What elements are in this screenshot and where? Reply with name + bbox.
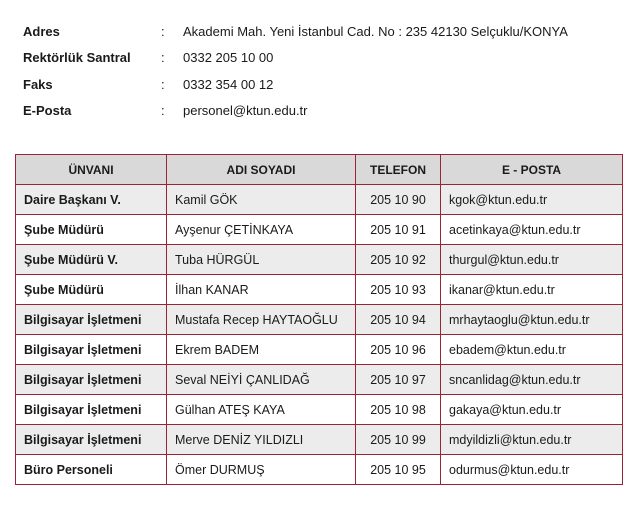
cell-phone: 205 10 98 (356, 395, 441, 425)
address-value: Akademi Mah. Yeni İstanbul Cad. No : 235 42130 Selçuklu/KONYA (183, 23, 568, 39)
cell-title: Şube Müdürü (16, 275, 167, 305)
cell-name: Seval NEİYİ ÇANLIDAĞ (167, 365, 356, 395)
cell-title: Bilgisayar İşletmeni (16, 425, 167, 455)
fax-value: 0332 354 00 12 (183, 76, 274, 92)
fax-label: Faks (23, 76, 53, 92)
switchboard-value: 0332 205 10 00 (183, 50, 274, 66)
cell-phone: 205 10 93 (356, 275, 441, 305)
cell-name: İlhan KANAR (167, 275, 356, 305)
cell-email[interactable]: mrhaytaoglu@ktun.edu.tr (441, 305, 623, 335)
contact-row-email (23, 98, 623, 125)
table-row (16, 185, 623, 215)
cell-title: Şube Müdürü V. (16, 245, 167, 275)
table-row (16, 245, 623, 275)
contact-row-address (23, 18, 623, 45)
contact-info (23, 18, 623, 124)
cell-title: Daire Başkanı V. (16, 185, 167, 215)
email-label: E-Posta (23, 103, 72, 119)
cell-email[interactable]: gakaya@ktun.edu.tr (441, 395, 623, 425)
table-row (16, 335, 623, 365)
cell-name: Mustafa Recep HAYTAOĞLU (167, 305, 356, 335)
cell-phone: 205 10 99 (356, 425, 441, 455)
table-row (16, 455, 623, 485)
colon: : (161, 23, 165, 39)
cell-title: Bilgisayar İşletmeni (16, 365, 167, 395)
cell-phone: 205 10 92 (356, 245, 441, 275)
cell-email[interactable]: sncanlidag@ktun.edu.tr (441, 365, 623, 395)
cell-name: Gülhan ATEŞ KAYA (167, 395, 356, 425)
table-header-row (16, 155, 623, 185)
table-row (16, 215, 623, 245)
cell-name: Merve DENİZ YILDIZLI (167, 425, 356, 455)
cell-title: Bilgisayar İşletmeni (16, 335, 167, 365)
cell-email[interactable]: thurgul@ktun.edu.tr (441, 245, 623, 275)
cell-name: Kamil GÖK (167, 185, 356, 215)
colon: : (161, 103, 165, 119)
cell-phone: 205 10 90 (356, 185, 441, 215)
header-name: ADI SOYADI (167, 155, 356, 185)
cell-phone: 205 10 96 (356, 335, 441, 365)
contact-row-fax (23, 71, 623, 98)
cell-title: Bilgisayar İşletmeni (16, 395, 167, 425)
cell-name: Ömer DURMUŞ (167, 455, 356, 485)
cell-email[interactable]: mdyildizli@ktun.edu.tr (441, 425, 623, 455)
colon: : (161, 50, 165, 66)
cell-phone: 205 10 94 (356, 305, 441, 335)
cell-email[interactable]: acetinkaya@ktun.edu.tr (441, 215, 623, 245)
table-row (16, 425, 623, 455)
table-row (16, 365, 623, 395)
header-email: E - POSTA (441, 155, 623, 185)
staff-table-body (16, 185, 623, 485)
cell-title: Bilgisayar İşletmeni (16, 305, 167, 335)
colon: : (161, 76, 165, 92)
table-row (16, 305, 623, 335)
cell-name: Tuba HÜRGÜL (167, 245, 356, 275)
cell-phone: 205 10 95 (356, 455, 441, 485)
cell-phone: 205 10 91 (356, 215, 441, 245)
cell-email[interactable]: ikanar@ktun.edu.tr (441, 275, 623, 305)
cell-email[interactable]: kgok@ktun.edu.tr (441, 185, 623, 215)
contact-row-switchboard (23, 45, 623, 72)
cell-title: Şube Müdürü (16, 215, 167, 245)
header-phone: TELEFON (356, 155, 441, 185)
cell-title: Büro Personeli (16, 455, 167, 485)
staff-table (15, 154, 623, 485)
cell-email[interactable]: odurmus@ktun.edu.tr (441, 455, 623, 485)
header-title: ÜNVANI (16, 155, 167, 185)
cell-name: Ayşenur ÇETİNKAYA (167, 215, 356, 245)
cell-name: Ekrem BADEM (167, 335, 356, 365)
switchboard-label: Rektörlük Santral (23, 50, 131, 66)
cell-email[interactable]: ebadem@ktun.edu.tr (441, 335, 623, 365)
email-value[interactable]: personel@ktun.edu.tr (183, 103, 308, 119)
cell-phone: 205 10 97 (356, 365, 441, 395)
table-row (16, 275, 623, 305)
address-label: Adres (23, 23, 60, 39)
table-row (16, 395, 623, 425)
